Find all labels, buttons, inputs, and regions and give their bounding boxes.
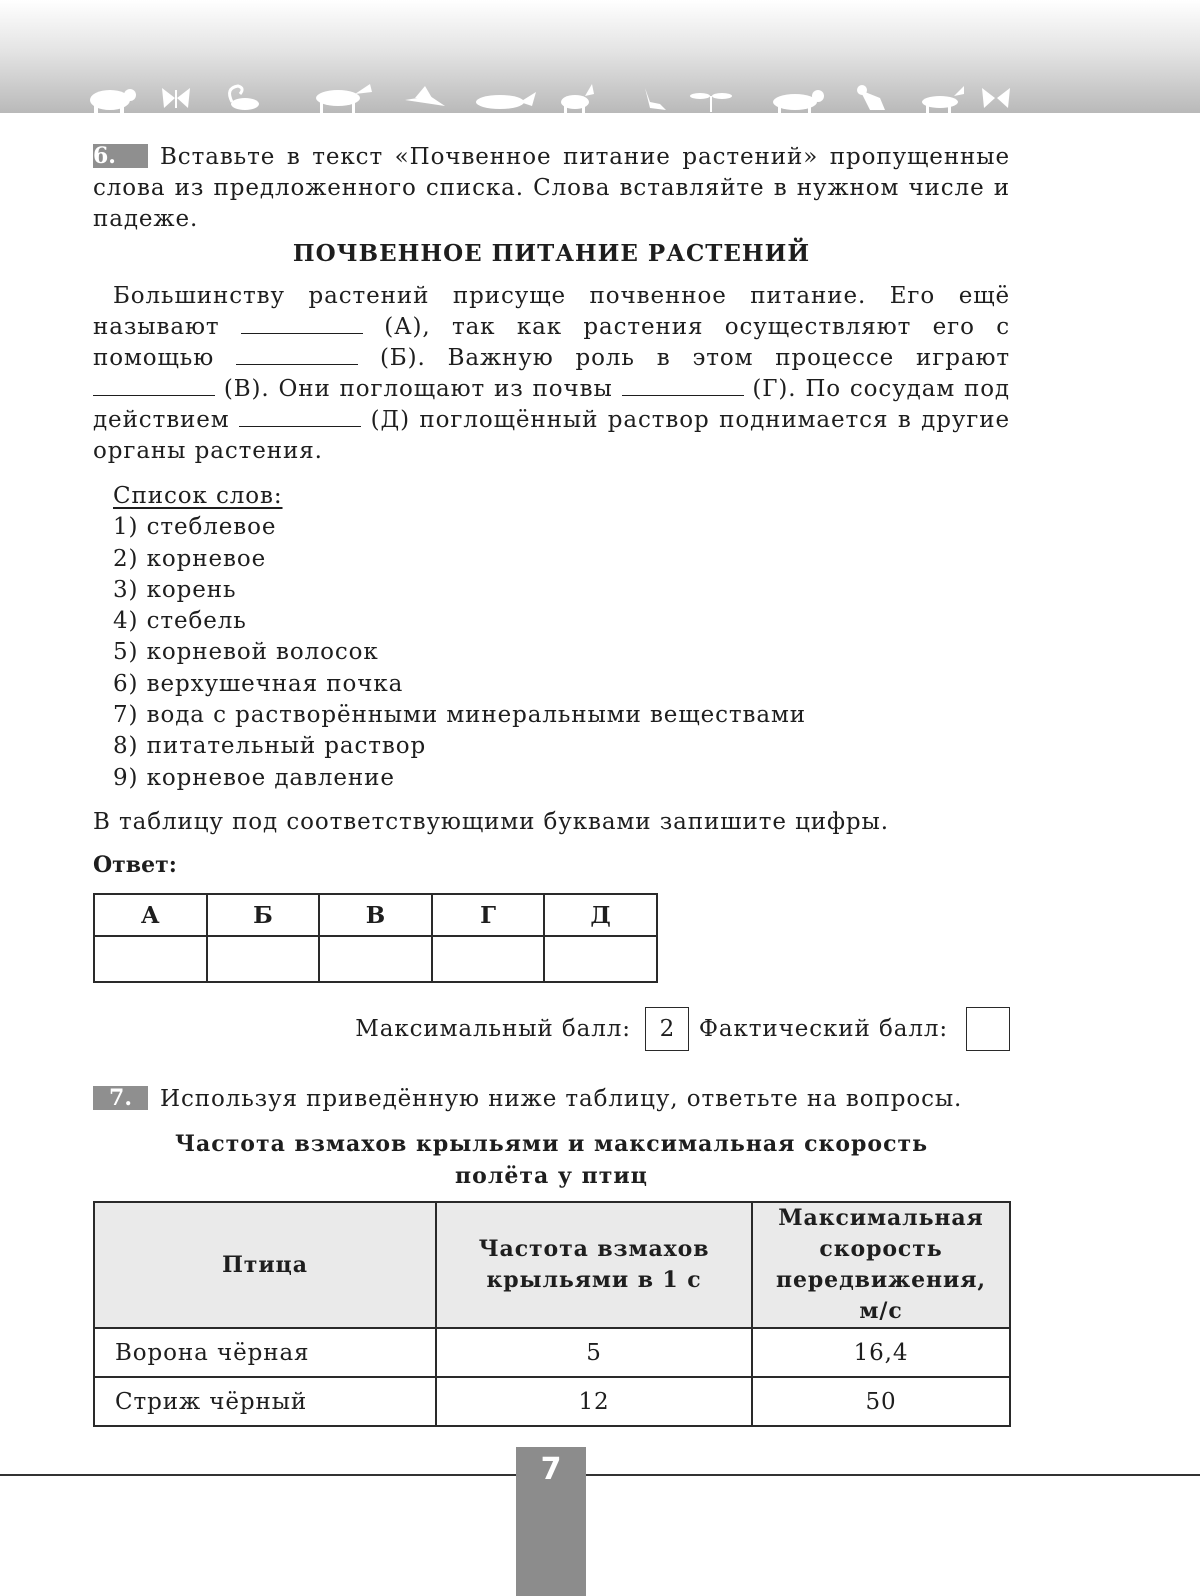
butterfly-icon (162, 88, 190, 108)
gazelle-icon (922, 86, 964, 114)
answer-column-header: В (319, 894, 432, 936)
word-list-item: 7) вода с растворёнными минеральными веществами (113, 702, 806, 729)
birds-header-bird: Птица (94, 1202, 436, 1328)
footer-line (0, 1474, 1200, 1476)
bird-icon (405, 86, 445, 106)
heron-icon (645, 88, 666, 110)
word-list-item: 6) верхушечная почка (113, 670, 404, 697)
blank-b (236, 344, 358, 365)
score-row (355, 1006, 1010, 1051)
task6-number-badge: 6. (93, 144, 148, 168)
bird-name: Ворона чёрная (94, 1328, 436, 1377)
bird-freq: 12 (436, 1377, 752, 1426)
birds-header-freq: Частота взмахов крыльями в 1 с (436, 1202, 752, 1328)
answer-cell-b[interactable] (207, 936, 320, 982)
cat-icon (857, 85, 885, 110)
answer-column-header: Б (207, 894, 320, 936)
answer-column-header: А (94, 894, 207, 936)
table-row (94, 1328, 1010, 1377)
scorpion-icon (230, 86, 259, 110)
blank-v (93, 375, 215, 396)
word-list-item: 8) питательный раствор (113, 733, 427, 760)
birds-table (93, 1201, 1011, 1427)
word-list-item: 5) корневой волосок (113, 639, 379, 666)
answer-label: Ответ: (93, 852, 177, 878)
answer-column-header: Д (544, 894, 657, 936)
task7-instruction: 7. Используя приведённую ниже таблицу, ответьте на вопросы. (93, 1084, 1010, 1115)
answer-cell-d[interactable] (544, 936, 657, 982)
word-list-item: 2) корневое (113, 545, 267, 572)
answer-table (93, 893, 658, 983)
word-list-title: Список слов: (113, 483, 283, 509)
word-list-item: 1) стеблевое (113, 514, 277, 541)
answer-cell-g[interactable] (432, 936, 544, 982)
max-score-box: 2 (645, 1007, 689, 1051)
word-list-item: 9) корневое давление (113, 764, 395, 791)
dragonfly-icon (690, 93, 732, 112)
task6-text-title: ПОЧВЕННОЕ ПИТАНИЕ РАСТЕНИЙ (292, 240, 811, 267)
buffalo-icon (90, 89, 136, 114)
animal-silhouettes-strip (80, 80, 1040, 116)
birds-header-speed: Максимальная скорость передвижения, м/с (752, 1202, 1010, 1328)
bird-speed: 16,4 (752, 1328, 1010, 1377)
answer-cell-a[interactable] (94, 936, 207, 982)
blank-g (622, 375, 744, 396)
task6-instruction: 6. Вставьте в текст «Почвенное питание растений» пропущенные слова из предложенного списка. Слова вставляйте в нужном числе и падеже. (93, 143, 1010, 232)
bird-name: Стриж чёрный (94, 1377, 436, 1426)
task6-fill-text: Большинству растений присуще почвенное питание. Его ещё называют (А), так как растения осуществляют его с помощью (Б). Важную роль в этом процессе играют (В). Они поглощают из почвы (Г). По сосудам под действием (Д) поглощённый раствор поднимается в другие органы растения. (93, 283, 1010, 464)
word-list-item: 3) корень (113, 576, 237, 603)
answer-column-header: Г (432, 894, 544, 936)
actual-score-label: Фактический балл: (698, 1015, 948, 1042)
table-row (94, 1377, 1010, 1426)
word-list (113, 481, 806, 794)
horse-icon (316, 84, 372, 114)
blank-a (241, 313, 363, 334)
fish-icon (476, 92, 536, 109)
answer-cell-v[interactable] (319, 936, 432, 982)
actual-score-box[interactable] (966, 1007, 1010, 1051)
deer-icon (561, 84, 594, 114)
bird-speed: 50 (752, 1377, 1010, 1426)
word-list-item: 4) стебель (113, 608, 247, 635)
birds-table-title: Частота взмахов крыльями и максимальная скорость полёта у птиц (174, 1131, 929, 1189)
task7-number-badge: 7. (93, 1086, 148, 1110)
bird-freq: 5 (436, 1328, 752, 1377)
butterfly-icon (982, 88, 1010, 108)
bull-icon (773, 90, 824, 114)
max-score-label: Максимальный балл: (355, 1015, 631, 1042)
table-instruction: В таблицу под соответствующими буквами запишите цифры. (93, 809, 889, 835)
blank-d (239, 406, 361, 427)
page-number: 7 (540, 1452, 562, 1487)
